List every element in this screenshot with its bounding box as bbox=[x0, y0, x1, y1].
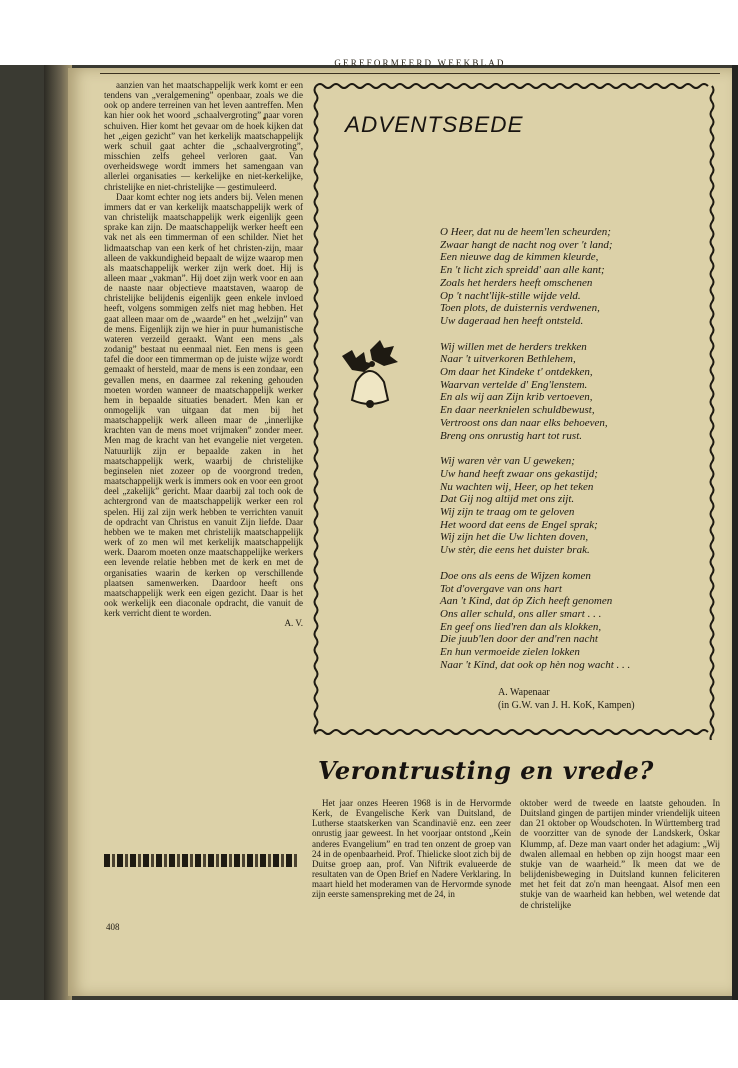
left-column bbox=[104, 80, 303, 628]
poem-line: Naar 't uitverkoren Bethlehem, bbox=[440, 353, 576, 366]
poem-line: En geef ons lied'ren dan als klokken, bbox=[440, 620, 602, 633]
stanza-2 bbox=[440, 341, 715, 443]
poem-line: Uw dageraad hen heeft ontsteld. bbox=[440, 314, 584, 327]
poem-line: Wij waren vèr van U geweken; bbox=[440, 455, 575, 468]
holly-bell-icon bbox=[334, 336, 404, 416]
poem-line: Dat Gij nog altijd met ons zijt. bbox=[440, 493, 575, 506]
poem-line: Nu wachten wij, Heer, op het teken bbox=[440, 480, 594, 493]
poem-line: Vertroost ons dan naar elks behoeven, bbox=[440, 416, 608, 429]
decorative-ornament bbox=[104, 854, 298, 867]
page-number: 408 bbox=[106, 922, 120, 932]
poem-line: Op 't nacht'lijk-stille wijde veld. bbox=[440, 289, 581, 302]
poem-line: Uw stèr, die eens het duister brak. bbox=[440, 544, 590, 557]
poem-line: Het woord dat eens de Engel sprak; bbox=[440, 518, 598, 531]
poem-line: Zwaar hangt de nacht nog over 't land; bbox=[440, 238, 613, 251]
poem-line: En daar neerknielen schuldbewust, bbox=[440, 404, 595, 417]
left-signature: A. V. bbox=[284, 618, 303, 629]
poem-credit bbox=[498, 686, 635, 712]
poem-line: Wij willen met de herders trekken bbox=[440, 340, 587, 353]
running-title: GEREFORMEERD WEEKBLAD bbox=[334, 58, 506, 68]
poem-line: Breng ons onrustig hart tot rust. bbox=[440, 429, 582, 442]
poem-line: Ons aller schuld, ons aller smart . . . bbox=[440, 607, 602, 620]
poem-line: Een nieuwe dag de kimmen kleurde, bbox=[440, 251, 599, 264]
right-edge bbox=[732, 65, 738, 1000]
poem-line: Toen plots, de duisternis verdwenen, bbox=[440, 302, 600, 315]
stanza-3 bbox=[440, 455, 715, 557]
poem-line: Wij zijn te traag om te geloven bbox=[440, 506, 575, 519]
article-paragraph-2: oktober werd de tweede en laatste gehouden. In Duitsland gingen de partijen minder vriendelijk uiteen dan 21 oktober op Woudschoten. In Württemberg trad de voorzitter van de synode der Landskerk, Oskar Klummp, af. Deze man vaart onder het adagium: „Wij dwalen allemaal en hebben op zijn hoogst maar een stukje van de waarheid.” Ik meen dat we de belijdenisbeweging in Duitsland kunnen feliciteren met het feit dat zo'n man heengaat. Alsof men een stukje van de waarheid kan hebben, wel wetende dat de christelijke bbox=[520, 798, 720, 910]
poem-line: Aan 't Kind, dat óp Zich heeft genomen bbox=[440, 595, 613, 608]
poem-line: Zoals het herders heeft omschenen bbox=[440, 276, 593, 289]
poem-line: Wij zijn het die Uw lichten doven, bbox=[440, 531, 589, 544]
left-paragraph-1: aanzien van het maatschappelijk werk komt er een tendens van „veralgemening” openbaar, zoals we die ook op andere terreinen van het leven aantreffen. Men kan hier ook het woord „schaalvergroting” naar voren schuiven. Hier komt het gevaar om de hoek kijken dat het „eigen gezicht” van het kerkelijk maatschappelijk werk schuil gaat achter die „schaalvergroting”, misschien zelfs geheel verloren gaat. Van overheidswege wordt immers het samengaan van allerlei organisaties — kerkelijke en niet-kerkelijke, christelijke en niet-christelijke — gestimuleerd. bbox=[104, 80, 303, 192]
article-headline: Verontrusting en vrede? bbox=[318, 756, 654, 785]
poem-line: Die juub'len door der and'ren nacht bbox=[440, 633, 598, 646]
poem-line: O Heer, dat nu de heem'len scheurden; bbox=[440, 226, 611, 238]
article-column-2 bbox=[520, 798, 720, 910]
poem-body bbox=[440, 226, 715, 685]
article-column-1 bbox=[312, 798, 511, 900]
poem-line: Doe ons als eens de Wijzen komen bbox=[440, 569, 591, 582]
poem-title: ADVENTSBEDE bbox=[345, 112, 524, 137]
poem-author: A. Wapenaar bbox=[498, 687, 550, 698]
poem-line: Uw hand heeft zwaar ons gekastijd; bbox=[440, 467, 598, 480]
poem-line: Om daar het Kindeke t' ontdekken, bbox=[440, 366, 593, 379]
article-paragraph-1: Het jaar onzes Heeren 1968 is in de Hervormde Kerk, de Evangelische Kerk van Duitsland, de Lutherse staatskerken van Scandinavië enz. een zeer onrustig jaar geweest. In het voorjaar ontstond „Kein anderes Evangelium” en trad ten onzent de groep van 24 in de openbaarheid. Prof. Thielicke sloot zich bij de Duitse groep aan, prof. Van Niftrik evalueerde de resultaten van de Open Brief en Nadere Verklaring. In maart hield het moderamen van de Hervormde synode zijn eerste samenspreking met de 24, in bbox=[312, 798, 511, 900]
poem-line: Tot d'overgave van ons hart bbox=[440, 582, 562, 595]
poem-line: En hun vermoeide zielen lokken bbox=[440, 646, 580, 659]
stanza-4 bbox=[440, 570, 715, 672]
poem-line: Naar 't Kind, dat ook op hèn nog wacht . . . bbox=[440, 658, 631, 671]
poem-line: En 't licht zich spreidd' aan alle kant; bbox=[440, 264, 605, 277]
left-paragraph-2: Daar komt echter nog iets anders bij. Velen menen immers dat er van kerkelijk maatschappelijk werk of van christelijk maatschappelijk werk eigenlijk geen sprake kan zijn. De maatschappelijk werker heeft een vak net als een timmerman of een schilder. Niet het lidmaatschap van een kerk of het christen-zijn, maar alleen de vakkundigheid bepaalt de wijze waarop men als maatschappelijk werker zijn werk doet. Hij is alleen maar „vakman”. Hij doet zijn werk voor en aan de naaste naar objectieve maatstaven, waarop de christelijke belijdenis eigenlijk geen enkele invloed heeft, volgens sommigen zelfs niet mag hebben. Het gaat alleen maar om de „waarde” en het „welzijn” van de mens. Eigenlijk zijn we hier in puur humanistische wateren verzeild geraakt. Want een mens „als zodanig” bestaat nu eenmaal niet. Een mens is geen tafel die door een timmerman op de juiste wijze wordt gemaakt of hersteld, maar de mens is een zondaar, een gevallen mens, en daarmee zal rekening gehouden moeten worden wanneer de maatschappelijk werker hem in bepaalde situaties benadert. Men kan er onmogelijk van uitgaan dat men bij het maatschappelijk werk alleen maar de „innerlijke krachten van de mens moet vrijmaken” zonder meer. Men mag de kracht van het evangelie niet vergeten. Natuurlijk zijn er bepaalde zaken in het maatschappelijk werk, waarbij de christelijke beginselen niet zozeer op de voorgrond treden, maatschappelijk werk is immers ook en voor een groot deel „zakelijk” gericht. Maar daarbij zal toch ook de achtergrond van de maatschappelijk werker een rol spelen. Hij zal zijn werk hebben te verrichten vanuit de opdracht van Christus en vanuit Zijn liefde. Daar hebben we te maken met christelijk maatschappelijk werk of zo men wil met kerkelijk maatschappelijk werk. Daarom moeten onze maatschappelijke werkers een levende relatie hebben met de kerk en met de organisaties waarin de kerken op verschillende plaatsen samenwerken. Daardoor heeft ons maatschappelijk werk een eigen gezicht. Daar is het ook werkelijk een diaconale opdracht, die vanuit de kerk verricht dient te worden. bbox=[104, 191, 303, 619]
poem-line: Waarvan vertelde d' Eng'lenstem. bbox=[440, 378, 588, 391]
stanza-1 bbox=[440, 226, 715, 328]
poem-line: En als wij aan Zijn krib vertoeven, bbox=[440, 391, 593, 404]
poem-source: (in G.W. van J. H. KoK, Kampen) bbox=[498, 700, 635, 711]
header-rule bbox=[100, 73, 720, 74]
